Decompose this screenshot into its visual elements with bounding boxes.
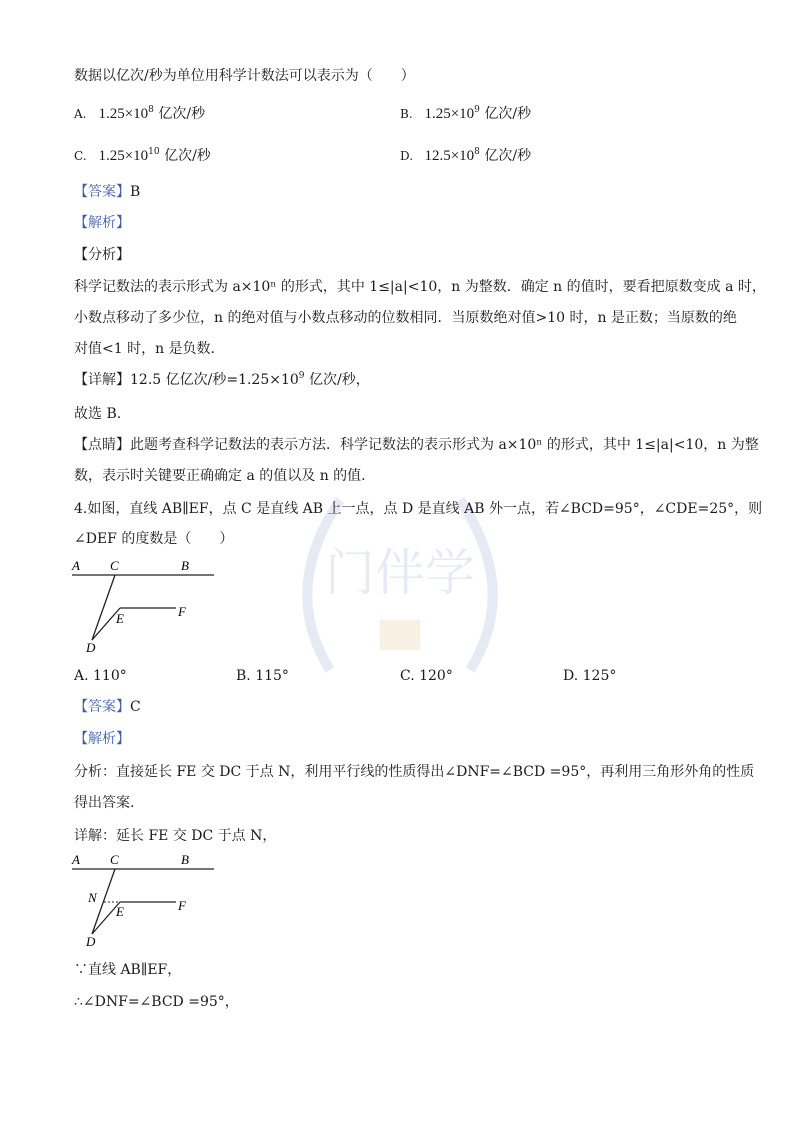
q4-jiexi-label: 【解析】 (74, 731, 130, 747)
answer-value: C (130, 699, 141, 715)
q4-option-d: D. 125° (563, 668, 617, 684)
option-exponent: 9 (474, 105, 480, 115)
option-unit: 亿次/秒 (484, 106, 532, 122)
q4-solution-figure (68, 850, 218, 950)
q3-option-a (74, 103, 205, 125)
xiangjie-text-b: 亿次/秒， (304, 372, 370, 388)
option-exponent: 8 (474, 147, 480, 157)
q3-fenxi-line-1: 科学记数法的表示形式为 a×10ⁿ 的形式，其中 1≤|a|<10，n 为整数．确定 n 的值时，要看把原数变成 a 时， (74, 279, 766, 295)
option-unit: 亿次/秒 (484, 148, 532, 164)
option-unit: 亿次/秒 (164, 148, 211, 164)
q4-option-a: A. 110° (74, 668, 127, 684)
answer-label: 【答案】 (74, 184, 130, 200)
point-b-label: B (181, 852, 189, 867)
q3-jiexi-label: 【解析】 (74, 215, 130, 231)
q3-dianjing-line-2: 数，表示时关键要正确确定 a 的值以及 n 的值. (74, 468, 366, 484)
point-a-label: A (72, 558, 80, 573)
option-letter: D. (400, 149, 414, 163)
option-exponent: 8 (148, 105, 154, 115)
q3-guxuan: 故选 B. (74, 406, 122, 422)
option-mantissa: 12.5×10 (424, 148, 475, 164)
q3-option-d (400, 145, 531, 167)
option-unit: 亿次/秒 (158, 106, 206, 122)
q4-xiangjie: 详解：延长 FE 交 DC 于点 N， (74, 828, 277, 844)
point-e-label: E (116, 611, 124, 626)
q3-option-b (400, 103, 531, 125)
option-exponent: 10 (148, 147, 160, 157)
answer-label: 【答案】 (74, 699, 130, 715)
q4-stem-line-2: ∠DEF 的度数是（ ） (74, 531, 234, 547)
q3-xiangjie (74, 370, 370, 390)
option-letter: B. (400, 107, 413, 121)
q4-figure (68, 556, 218, 656)
point-c-label: C (110, 558, 119, 573)
q4-fenxi-line-2: 得出答案. (74, 795, 135, 811)
answer-value: B (130, 184, 141, 200)
point-c-label: C (110, 852, 119, 867)
point-n-label: N (88, 890, 97, 905)
q4-step-1: ∵直线 AB∥EF， (74, 962, 182, 978)
point-e-label: E (116, 904, 124, 919)
q3-option-c (74, 145, 211, 167)
q3-stem: 数据以亿次/秒为单位用科学计数法可以表示为（ ） (74, 68, 415, 84)
q4-answer-line (74, 697, 141, 717)
dianjing-label: 【点睛】 (74, 437, 130, 453)
xiangjie-exponent: 9 (298, 371, 305, 381)
watermark-text: 门伴学 (325, 544, 475, 602)
option-mantissa: 1.25×10 (98, 148, 149, 164)
dianjing-text: 此题考查科学记数法的表示方法．科学记数法的表示形式为 a×10ⁿ 的形式，其中 1≤|a|<10，n 为整 (130, 437, 759, 453)
q4-option-b: B. 115° (236, 668, 289, 684)
option-letter: C. (74, 149, 87, 163)
q4-fenxi-line-1: 分析：直接延长 FE 交 DC 于点 N，利用平行线的性质得出∠DNF=∠BCD =95°，再利用三角形外角的性质 (74, 764, 755, 780)
point-d-label: D (86, 934, 96, 949)
point-d-label: D (86, 640, 96, 655)
xiangjie-text-a: 12.5 亿亿次/秒=1.25×10 (130, 372, 299, 388)
q3-fenxi-label: 【分析】 (74, 247, 130, 263)
q3-dianjing-line-1 (74, 435, 759, 455)
option-mantissa: 1.25×10 (98, 106, 149, 122)
q4-option-c: C. 120° (400, 668, 453, 684)
point-f-label: F (178, 898, 186, 913)
option-letter: A. (74, 107, 87, 121)
point-f-label: F (178, 604, 186, 619)
xiangjie-label: 【详解】 (74, 372, 130, 388)
q3-fenxi-line-3: 对值<1 时，n 是负数. (74, 341, 216, 357)
q4-step-2: ∴∠DNF=∠BCD =95°， (74, 994, 239, 1010)
q3-answer-line (74, 182, 140, 202)
option-mantissa: 1.25×10 (424, 106, 475, 122)
point-b-label: B (181, 558, 189, 573)
point-a-label: A (72, 852, 80, 867)
q4-stem-line-1: 4.如图，直线 AB∥EF，点 C 是直线 AB 上一点，点 D 是直线 AB 外一点，若∠BCD=95°，∠CDE=25°，则 (74, 501, 763, 517)
q3-fenxi-line-2: 小数点移动了多少位，n 的绝对值与小数点移动的位数相同．当原数绝对值>10 时，n 是正数；当原数的绝 (74, 310, 737, 326)
